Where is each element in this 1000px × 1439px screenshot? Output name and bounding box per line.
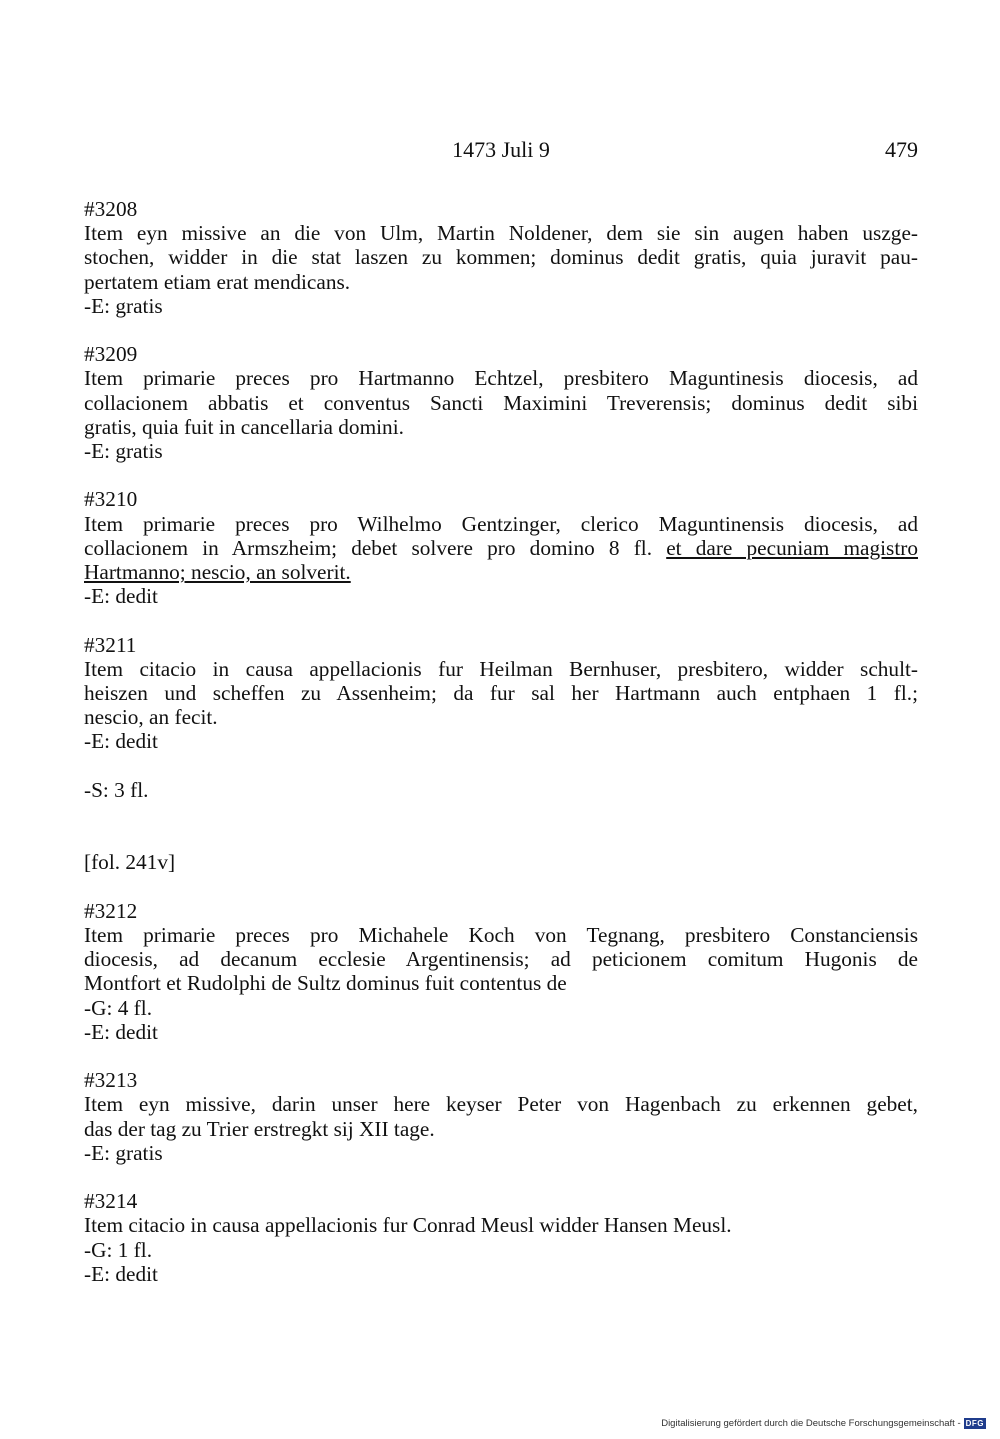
- entry-text-line: diocesis, ad decanum ecclesie Argentinensis; ad peticionem comitum Hugonis de: [84, 947, 918, 972]
- entry-text-line: heiszen und scheffen zu Assenheim; da fur sal her Hartmann auch entphaen 1 fl.;: [84, 681, 918, 706]
- entry-note: -E: dedit: [84, 1261, 158, 1286]
- entry-text-line: nescio, an fecit.: [84, 705, 218, 730]
- entry-text-line: Item eyn missive an die von Ulm, Martin Noldener, dem sie sin augen haben uszge-: [84, 221, 918, 246]
- entry-number: #3208: [84, 197, 138, 221]
- page-number: 479: [885, 137, 918, 162]
- entry-number: #3212: [84, 898, 138, 923]
- entry-note: -E: dedit: [84, 584, 158, 609]
- footer-credit: Digitalisierung gefördert durch die Deutsche Forschungsgemeinschaft -: [661, 1418, 961, 1429]
- entry-number: #3213: [84, 1068, 138, 1093]
- entry-text-line: Item eyn missive, darin unser here keyser Peter von Hagenbach zu erkennen gebet,: [84, 1092, 918, 1117]
- entry-3213: [84, 1068, 918, 1165]
- running-head: [84, 137, 918, 167]
- entry-number: #3209: [84, 342, 138, 367]
- dfg-logo-icon: DFG: [965, 1419, 984, 1428]
- entry-3212: [84, 899, 918, 1044]
- entry-note: -E: gratis: [84, 293, 163, 318]
- entry-3208: [84, 197, 918, 318]
- entry-note: -E: gratis: [84, 1140, 163, 1165]
- entry-3209: [84, 342, 918, 463]
- entry-text-segment: collacionem in Armszheim; debet solvere pro domino 8 fl.: [84, 535, 653, 560]
- entry-note: -E: gratis: [84, 439, 163, 464]
- entry-text-line: [84, 536, 918, 560]
- entry-number: #3210: [84, 487, 138, 512]
- entry-note: -G: 1 fl.: [84, 1237, 153, 1262]
- folio-block: [84, 850, 918, 874]
- entry-3210: [84, 487, 918, 608]
- entry-text-line: Item citacio in causa appellacionis fur Conrad Meusl widder Hansen Meusl.: [84, 1213, 732, 1238]
- entry-text-line: Item primarie preces pro Hartmanno Echtzel, presbitero Maguntinesis diocesis, ad: [84, 366, 918, 391]
- dfg-footer: [661, 1418, 986, 1429]
- sum-block: [84, 778, 918, 802]
- entry-text-line: Item citacio in causa appellacionis fur Heilman Bernhuser, presbitero, widder schult-: [84, 656, 918, 681]
- underlined-addition: et dare pecuniam magistro: [666, 535, 918, 560]
- entry-text-line: stochen, widder in die stat laszen zu kommen; dominus dedit gratis, quia juravit pau-: [84, 245, 918, 270]
- entry-text-line: pertatem etiam erat mendicans.: [84, 269, 351, 294]
- page-date: 1473 Juli 9: [452, 137, 550, 162]
- entry-text-line: das der tag zu Trier erstregkt sij XII tage.: [84, 1116, 435, 1141]
- entry-text-line: Item primarie preces pro Wilhelmo Gentzinger, clerico Maguntinensis diocesis, ad: [84, 511, 918, 536]
- folio-marker: [fol. 241v]: [84, 850, 176, 875]
- entry-number: #3211: [84, 632, 137, 657]
- document-body: [84, 197, 918, 1310]
- entry-3211: [84, 633, 918, 754]
- entry-note: -E: dedit: [84, 729, 158, 754]
- underlined-addition: Hartmanno; nescio, an solverit.: [84, 560, 351, 585]
- entry-text-line: Item primarie preces pro Michahele Koch von Tegnang, presbitero Constanciensis: [84, 923, 918, 947]
- entry-text-line: gratis, quia fuit in cancellaria domini.: [84, 414, 404, 439]
- entry-note: -G: 4 fl.: [84, 995, 153, 1020]
- entry-text-line: collacionem abbatis et conventus Sancti Maximini Treverensis; dominus dedit sibi: [84, 390, 918, 415]
- entry-text-line: [84, 560, 918, 584]
- sum-line: -S: 3 fl.: [84, 777, 149, 802]
- entry-note: -E: dedit: [84, 1019, 158, 1044]
- entry-text-line: Montfort et Rudolphi de Sultz dominus fuit contentus de: [84, 971, 567, 996]
- entry-3214: [84, 1189, 918, 1286]
- entry-number: #3214: [84, 1189, 138, 1214]
